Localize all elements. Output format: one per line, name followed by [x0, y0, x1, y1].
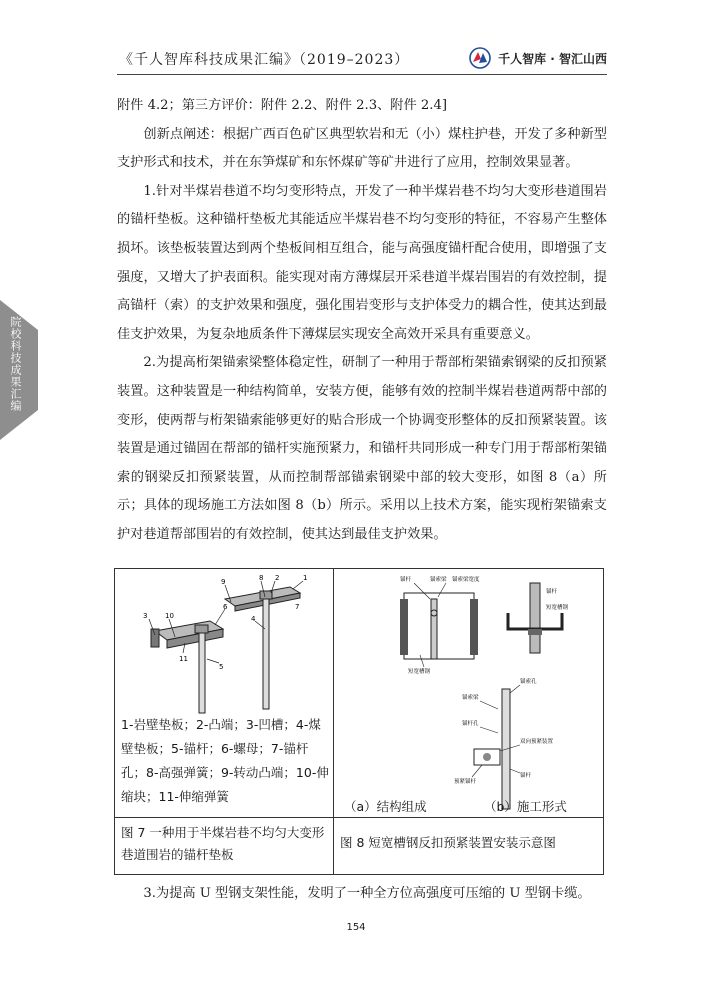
header-title: 《千人智库科技成果汇编》（2019–2023） [119, 52, 410, 68]
figure-7-diagram [115, 569, 331, 714]
callout-8: 8 [259, 574, 264, 582]
fig8a-label-bolt: 锚杆 [400, 577, 412, 583]
fig8b-label-pre-bolt: 预紧锚杆 [454, 779, 477, 785]
header-logo [468, 47, 607, 69]
callout-6: 6 [223, 603, 228, 611]
callout-7: 7 [295, 603, 300, 611]
figure-8-diagram [334, 569, 604, 815]
callout-4: 4 [251, 615, 256, 623]
logo-icon [468, 47, 492, 69]
fig8a-label-channel-side: 短宽槽钢 [546, 605, 569, 611]
callout-2: 2 [275, 574, 280, 582]
callout-11: 11 [179, 655, 188, 663]
paragraph-attachments: 附件 4.2；第三方评价：附件 2.2、附件 2.3、附件 2.4] [117, 98, 447, 113]
logo-text: 千人智库 · 智汇山西 [498, 51, 607, 66]
page-header [117, 40, 607, 75]
fig8a-label-bolt-side: 锚杆 [546, 589, 558, 595]
paragraph-point-1: 1.针对半煤岩巷道不均匀变形特点，开发了一种半煤岩巷不均匀大变形巷道围岩的锚杆垫板。这种锚杆垫板尤其能适应半煤岩巷不均匀变形的特征，不容易产生整体损坏。该垫板装置达到两个垫板间相互组合，能与高强度锚杆配合使用，即增强了支强度，又增大了护表面积。能实现对南方薄煤层开采巷道半煤岩围岩的有效控制，提高锚杆（索）的支护效果和强度，强化围岩变形与支护体受力的耦合性，使其达到最佳支护效果，为复杂地质条件下薄煤层实现安全高效开采具有重要意义。 [117, 183, 607, 342]
fig8b-label-bolt: 锚杆 [520, 773, 532, 779]
figure-7-caption-cell [115, 818, 334, 875]
callout-9: 9 [221, 578, 226, 586]
fig8b-label-device: 双向预紧装置 [520, 739, 554, 745]
figure-8-caption: 图 8 短宽槽钢反扣预紧装置安装示意图 [340, 835, 556, 850]
paragraph-point-3 [117, 880, 607, 908]
fig8a-label-beam: 锚索梁 [430, 577, 447, 583]
figure-7-legend: 1-岩壁垫板；2-凸端；3-凹槽；4-煤壁垫板；5-锚杆；6-螺母；7-锚杆孔；8-高强弹簧；9-转动凸端；10-伸缩块；11-伸缩弹簧 [121, 717, 329, 804]
paragraph-innovation: 创新点阐述：根据广西百色矿区典型软岩和无（小）煤柱护巷，开发了多种新型支护形式和技术，并在东笋煤矿和东怀煤矿等矿井进行了应用，控制效果显著。 [117, 126, 607, 171]
figure-8-caption-cell [334, 818, 604, 875]
figure-8-cell [334, 569, 604, 818]
fig8a-label-width: 锚索梁宽度 [452, 577, 480, 583]
paragraph-point-3-text: 3.为提高 U 型钢支架性能，发明了一种全方位高强度可压缩的 U 型钢卡缆。 [143, 886, 591, 901]
fig8b-label-beam: 锚索梁 [462, 695, 479, 701]
fig8b-label-bolt-hole: 锚杆孔 [462, 721, 479, 727]
callout-1: 1 [303, 574, 308, 582]
callout-10: 10 [165, 612, 174, 620]
fig8a-label-channel: 短宽槽钢 [408, 669, 431, 675]
paragraph-point-2: 2.为提高桁架锚索梁整体稳定性，研制了一种用于帮部桁架锚索钢梁的反扣预紧装置。这种装置是一种结构简单，安装方便，能够有效的控制半煤岩巷道两帮中部的变形，使两帮与桁架锚索能够更好的贴合形成一个协调变形整体的反扣预紧装置。该装置是通过锚固在帮部的锚杆实施预紧力，和锚杆共同形成一种专门用于帮部桁架锚索的钢梁反扣预紧装置，从而控制帮部锚索钢梁中部的较大变形，如图 8（a）所示；具体的现场施工方法如图 8（b）所示。采用以上技术方案，能实现桁架锚索支护对巷道帮部围岩的有效控制，使其达到最佳支护效果。 [117, 355, 607, 542]
figure-8b-subcaption: （b）施工形式 [484, 799, 567, 814]
figure-table [114, 568, 604, 875]
body-text [117, 92, 607, 550]
fig8b-label-hole: 锚索孔 [520, 679, 537, 685]
figure-7-caption: 图 7 一种用于半煤岩巷不均匀大变形巷道围岩的锚杆垫板 [121, 825, 325, 862]
callout-5: 5 [219, 663, 224, 671]
figure-8a-subcaption: （a）结构组成 [344, 799, 427, 814]
callout-3: 3 [143, 612, 148, 620]
figure-7-cell [115, 569, 334, 818]
side-tab-label: 院校科技成果汇编 [9, 316, 22, 412]
page-number: 154 [346, 922, 366, 933]
